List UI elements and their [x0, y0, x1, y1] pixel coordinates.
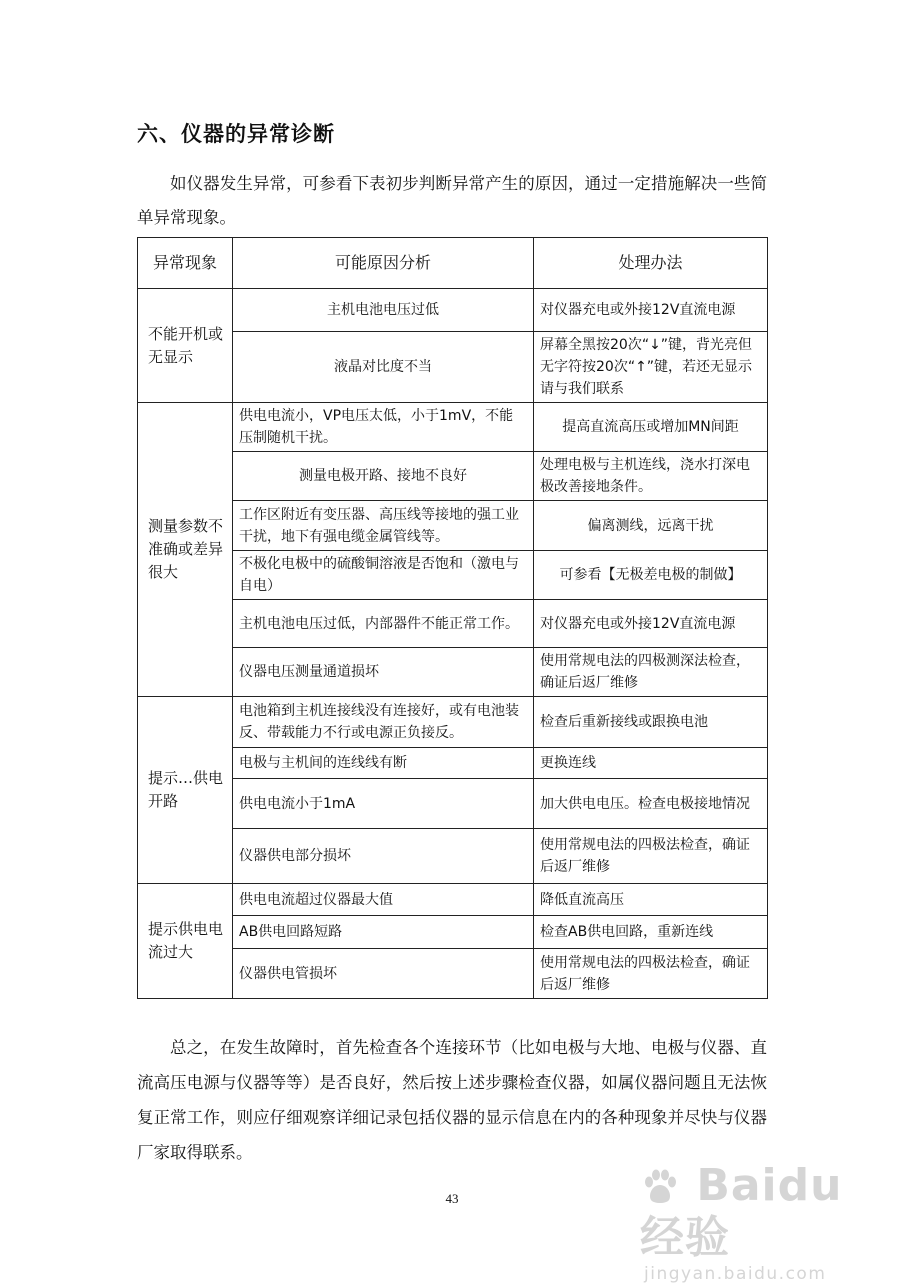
- cause-cell: 供电电流小，VP电压太低，小于1mV，不能压制随机干扰。: [233, 403, 534, 452]
- symptom-cell: 测量参数不准确或差异很大: [138, 403, 233, 697]
- cause-cell: 液晶对比度不当: [233, 332, 534, 403]
- solution-cell: 使用常规电法的四极法检查，确证后返厂维修: [534, 949, 768, 999]
- symptom-cell: 提示供电电流过大: [138, 884, 233, 999]
- table-row: [138, 884, 768, 916]
- diagnosis-table: [137, 237, 768, 999]
- table-row: [138, 452, 768, 501]
- solution-cell: 对仪器充电或外接12V直流电源: [534, 289, 768, 332]
- header-cause: 可能原因分析: [233, 238, 534, 289]
- watermark-logo-text: Baidu经验: [640, 1160, 843, 1263]
- table-row: [138, 551, 768, 600]
- table-row: [138, 779, 768, 829]
- cause-cell: 电池箱到主机连接线没有连接好，或有电池装反、带载能力不行或电源正负接反。: [233, 697, 534, 748]
- symptom-cell: 提示…供电开路: [138, 697, 233, 884]
- solution-cell: 可参看【无极差电极的制做】: [534, 551, 768, 600]
- table-row: [138, 600, 768, 648]
- solution-cell: 降低直流高压: [534, 884, 768, 916]
- solution-cell: 对仪器充电或外接12V直流电源: [534, 600, 768, 648]
- cause-cell: 主机电池电压过低，内部器件不能正常工作。: [233, 600, 534, 648]
- baidu-jingyan-watermark: [640, 1160, 870, 1284]
- cause-cell: 电极与主机间的连线线有断: [233, 748, 534, 779]
- cause-cell: 供电电流超过仪器最大值: [233, 884, 534, 916]
- table-row: [138, 916, 768, 949]
- cause-cell: 主机电池电压过低: [233, 289, 534, 332]
- cause-cell: 仪器电压测量通道损坏: [233, 648, 534, 697]
- table-row: [138, 332, 768, 403]
- intro-paragraph: 如仪器发生异常，可参看下表初步判断异常产生的原因，通过一定措施解决一些简单异常现象。: [137, 174, 767, 227]
- solution-cell: 处理电极与主机连线，浇水打深电极改善接地条件。: [534, 452, 768, 501]
- solution-cell: 使用常规电法的四极法检查，确证后返厂维修: [534, 829, 768, 884]
- solution-cell: 提高直流高压或增加MN间距: [534, 403, 768, 452]
- paw-icon: [640, 1168, 680, 1208]
- table-row: [138, 697, 768, 748]
- cause-cell: 仪器供电管损坏: [233, 949, 534, 999]
- solution-cell: 检查AB供电回路，重新连线: [534, 916, 768, 949]
- cause-cell: 仪器供电部分损坏: [233, 829, 534, 884]
- table-header-row: [138, 238, 768, 289]
- cause-cell: 工作区附近有变压器、高压线等接地的强工业干扰，地下有强电缆金属管线等。: [233, 501, 534, 551]
- watermark-logo: [640, 1160, 870, 1264]
- table-row: [138, 829, 768, 884]
- solution-cell: 偏离测线，远离干扰: [534, 501, 768, 551]
- table-row: [138, 748, 768, 779]
- cause-cell: 供电电流小于1mA: [233, 779, 534, 829]
- symptom-cell: 不能开机或无显示: [138, 289, 233, 403]
- header-solution: 处理办法: [534, 238, 768, 289]
- watermark-url: jingyan.baidu.com: [644, 1264, 827, 1284]
- header-symptom: 异常现象: [138, 238, 233, 289]
- solution-cell: 使用常规电法的四极测深法检查，确证后返厂维修: [534, 648, 768, 697]
- table-row: [138, 648, 768, 697]
- cause-cell: 不极化电极中的硫酸铜溶液是否饱和（激电与自电）: [233, 551, 534, 600]
- page-number: 43: [445, 1191, 459, 1206]
- table-row: [138, 289, 768, 332]
- cause-cell: 测量电极开路、接地不良好: [233, 452, 534, 501]
- cause-cell: AB供电回路短路: [233, 916, 534, 949]
- solution-cell: 加大供电电压。检查电极接地情况: [534, 779, 768, 829]
- solution-cell: 检查后重新接线或跟换电池: [534, 697, 768, 748]
- solution-cell: 更换连线: [534, 748, 768, 779]
- summary-paragraph: 总之，在发生故障时，首先检查各个连接环节（比如电极与大地、电极与仪器、直流高压电源与仪器等等）是否良好，然后按上述步骤检查仪器，如属仪器问题且无法恢复正常工作，则应仔细观察详细记录包括仪器的显示信息在内的各种现象并尽快与仪器厂家取得联系。: [137, 1038, 767, 1162]
- table-row: [138, 949, 768, 999]
- table-row: [138, 403, 768, 452]
- table-row: [138, 501, 768, 551]
- solution-cell: 屏幕全黑按20次“↓”键，背光亮但无字符按20次“↑”键，若还无显示请与我们联系: [534, 332, 768, 403]
- section-heading: 六、仪器的异常诊断: [137, 122, 335, 146]
